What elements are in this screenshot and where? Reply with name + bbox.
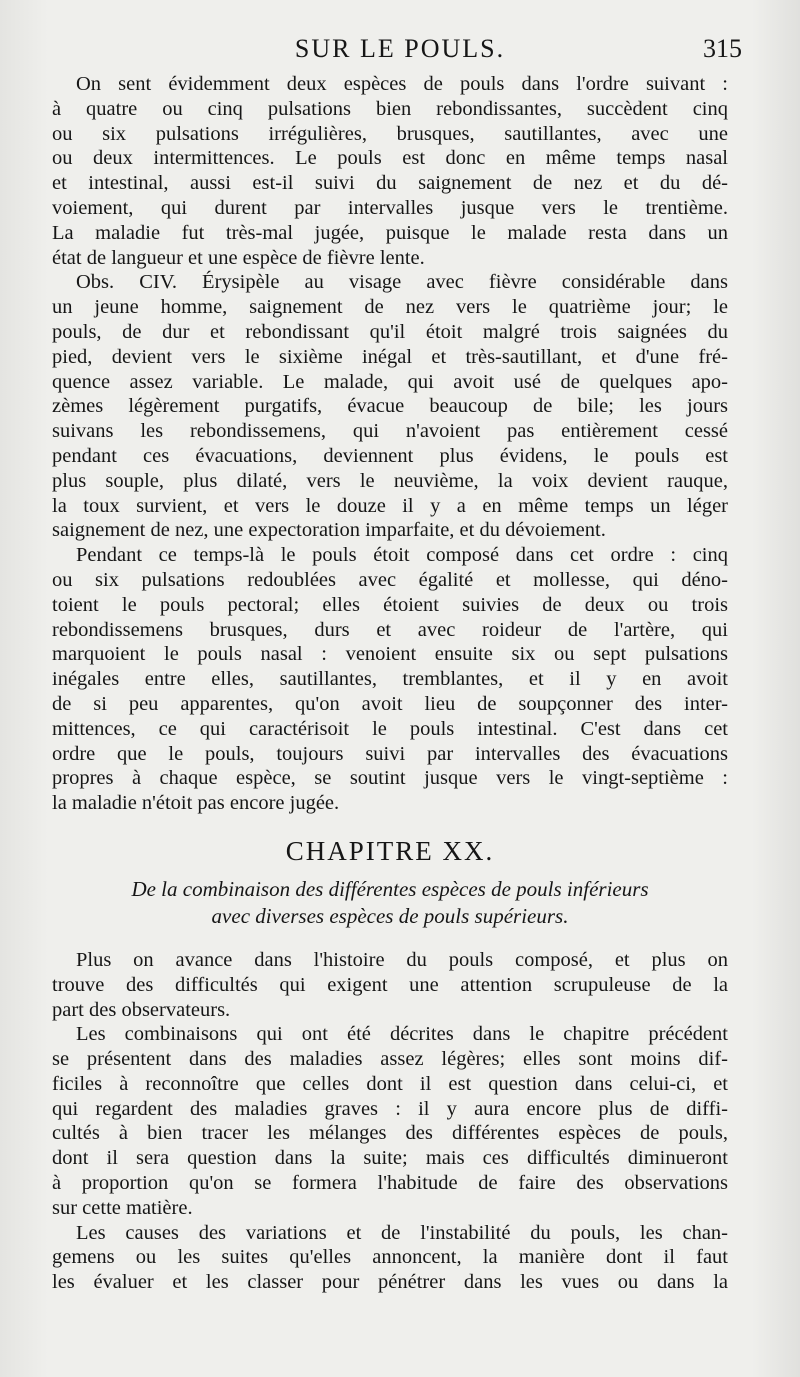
- chapter-subtitle-line: De la combinaison des différentes espèces de pouls inférieurs: [131, 876, 649, 901]
- text-line: suivans les rebondissemens, qui n'avoient pas entièrement cessé: [52, 420, 728, 443]
- text-line: saignement de nez, une expectoration imparfaite, et du dévoiement.: [52, 519, 606, 542]
- text-line: trouve des difficultés qui exigent une attention scrupuleuse de la: [52, 973, 728, 996]
- text-line: part des observateurs.: [52, 998, 231, 1021]
- paragraph-3: [52, 543, 728, 816]
- chapter-title: CHAPITRE XX.: [285, 835, 495, 866]
- text-line: dont il sera question dans la suite; mais ces difficultés diminueront: [52, 1147, 728, 1170]
- text-line: ordre que le pouls, toujours suivi par intervalles des évacuations: [52, 742, 728, 765]
- text-line: ficiles à reconnoître que celles dont il est question dans celui-ci, et: [52, 1072, 728, 1095]
- text-line: inégales entre elles, sautillantes, tremblantes, et il y en avoit: [52, 668, 728, 691]
- text-line: et intestinal, aussi est-il suivi du saignement de nez et du dé-: [52, 172, 728, 195]
- text-line: les évaluer et les classer pour pénétrer dans les vues ou dans la: [52, 1271, 728, 1294]
- text-line: la maladie n'étoit pas encore jugée.: [52, 792, 340, 815]
- text-line: quence assez variable. Le malade, qui avoit usé de quelques apo-: [52, 370, 728, 393]
- text-line: pied, devient vers le sixième inégal et très-sautillant, et d'une fré-: [52, 345, 728, 368]
- text-line: mittences, ce qui caractérisoit le pouls intestinal. C'est dans cet: [52, 717, 728, 740]
- text-line: état de langueur et une espèce de fièvre lente.: [52, 246, 425, 269]
- text-line: Les causes des variations et de l'instabilité du pouls, les chan-: [76, 1221, 728, 1244]
- text-line: voiement, qui durent par intervalles jusque vers le trentième.: [52, 196, 728, 219]
- text-line: cultés à bien tracer les mélanges des différentes espèces de pouls,: [52, 1122, 728, 1145]
- text-line: Pendant ce temps-là le pouls étoit composé dans cet ordre : cinq: [76, 544, 728, 567]
- text-line: de si peu apparentes, qu'on avoit lieu de soupçonner des inter-: [52, 692, 728, 715]
- text-line: ou deux intermittences. Le pouls est donc en même temps nasal: [52, 147, 728, 170]
- text-line: On sent évidemment deux espèces de pouls dans l'ordre suivant :: [76, 73, 728, 95]
- text-line: Obs. CIV. Érysipèle au visage avec fièvre considérable dans: [76, 271, 728, 294]
- paragraph-5: [52, 1022, 728, 1220]
- text-line: sur cette matière.: [52, 1196, 193, 1219]
- body-text: [52, 72, 728, 1295]
- paragraph-6: [52, 1221, 728, 1295]
- page-number: 315: [703, 34, 742, 63]
- paragraph-observation: [52, 270, 728, 543]
- text-line: à quatre ou cinq pulsations bien rebondissantes, succèdent cinq: [52, 97, 728, 120]
- paragraph-4: [52, 948, 728, 1022]
- text-line: rebondissemens brusques, durs et avec roideur de l'artère, qui: [52, 618, 728, 641]
- running-title: SUR LE POULS.: [294, 34, 506, 63]
- text-line: zèmes légèrement purgatifs, évacue beaucoup de bile; les jours: [52, 395, 728, 418]
- text-line: marquoient le pouls nasal : venoient ensuite six ou sept pulsations: [52, 643, 728, 666]
- text-line: ou six pulsations irrégulières, brusques, sautillantes, avec une: [52, 122, 728, 145]
- page-header: [0, 34, 800, 68]
- chapter-subtitle-line: avec diverses espèces de pouls supérieurs.: [211, 903, 569, 928]
- text-line: La maladie fut très-mal jugée, puisque le malade resta dans un: [52, 221, 728, 244]
- text-line: la toux survient, et vers le douze il y a en même temps un léger: [52, 494, 728, 517]
- text-line: plus souple, plus dilaté, vers le neuvième, la voix devient rauque,: [52, 469, 728, 492]
- text-line: Les combinaisons qui ont été décrites dans le chapitre précédent: [76, 1023, 728, 1046]
- text-line: à proportion qu'on se formera l'habitude de faire des observations: [52, 1172, 728, 1195]
- text-line: pendant ces évacuations, deviennent plus évidens, le pouls est: [52, 444, 728, 467]
- text-line: propres à chaque espèce, se soutint jusque vers le vingt-septième :: [52, 767, 728, 790]
- text-line: pouls, de dur et rebondissant qu'il étoit malgré trois saignées du: [52, 320, 728, 343]
- text-line: ou six pulsations redoublées avec égalité et mollesse, qui déno-: [52, 568, 728, 591]
- text-line: Plus on avance dans l'histoire du pouls composé, et plus on: [76, 948, 728, 971]
- text-line: se présentent dans des maladies assez légères; elles sont moins dif-: [52, 1048, 728, 1071]
- text-line: gemens ou les suites qu'elles annoncent, la manière dont il faut: [52, 1246, 728, 1269]
- text-line: toient le pouls pectoral; elles étoient suivies de deux ou trois: [52, 593, 728, 616]
- text-line: un jeune homme, saignement de nez vers le quatrième jour; le: [52, 296, 728, 319]
- paragraph-1: [52, 72, 728, 270]
- text-line: qui regardent des maladies graves : il y aura encore plus de diffi-: [52, 1097, 728, 1120]
